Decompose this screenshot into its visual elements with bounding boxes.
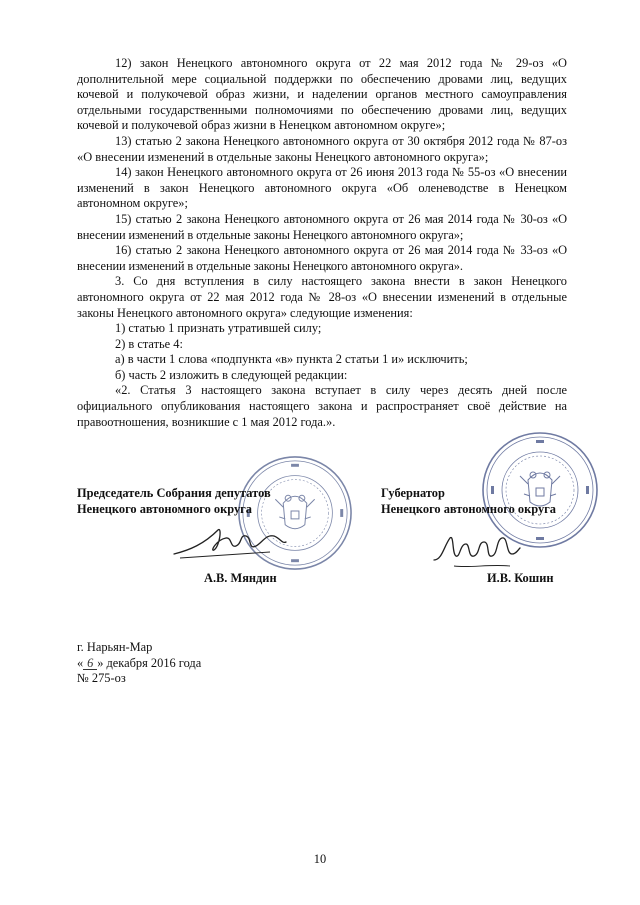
left-signatory-name: А.В. Мяндин: [204, 571, 277, 585]
left-title-line-2: Ненецкого автономного округа: [77, 501, 252, 516]
handwritten-signature-right: [430, 524, 522, 574]
right-signatory-title: [381, 486, 556, 517]
page-number: 10: [313, 852, 327, 866]
document-date: [77, 656, 201, 672]
left-title-line-1: Председатель Собрания депутатов: [77, 486, 271, 500]
list-item: 14) закон Ненецкого автономного округа от 26 июня 2013 года № 55-оз «О внесении изменений в закон Ненецкого автономного округа «Об оленеводстве в Ненецком автономном округе»;: [77, 165, 567, 211]
right-title-line-2: Ненецкого автономного округа: [381, 501, 556, 516]
date-day: 6: [83, 657, 97, 670]
left-signatory-title: [77, 486, 271, 517]
date-suffix: » декабря 2016 года: [97, 655, 202, 670]
list-item: 16) статью 2 закона Ненецкого автономного округа от 26 мая 2014 года № 33-оз «О внесении изменений в отдельные законы Ненецкого автономного округа».: [77, 243, 567, 273]
document-body: [77, 56, 567, 430]
right-title-line-1: Губернатор: [381, 486, 445, 500]
city: г. Нарьян-Мар: [77, 640, 153, 654]
date-prefix: «: [77, 655, 84, 670]
quoted-text: «2. Статья 3 настоящего закона вступает в силу через десять дней после официального опубликования настоящего закона и распространяет своё действие на правоотношения, возникшие с 1 мая 2012 года.».: [77, 383, 567, 429]
right-signatory-name: И.В. Кошин: [487, 571, 554, 585]
document-footer: [77, 640, 201, 687]
document-number: № 275-оз: [77, 671, 126, 686]
subitem-2b: б) часть 2 изложить в следующей редакции:: [115, 367, 348, 382]
subitem-2: 2) в статье 4:: [115, 336, 183, 351]
subitem-2a: а) в части 1 слова «подпункта «в» пункта 2 статьи 1 и» исключить;: [115, 352, 468, 367]
handwritten-signature-left: [170, 516, 290, 566]
list-item: 12) закон Ненецкого автономного округа от 22 мая 2012 года № 29-оз «О дополнительной мере социальной поддержки по обеспечению дровами лиц, ведущих кочевой и полукочевой образ жизни, и наделении органов местного самоуправления отдельными государственными полномочиями по обеспечению дровами лиц, ведущих кочевой и полукочевой образ жизни в Ненецком автономном округе»;: [77, 56, 567, 133]
article-3: 3. Со дня вступления в силу настоящего закона внести в закон Ненецкого автономного округа от 22 мая 2012 года № 28-оз «О внесении изменений в отдельные законы Ненецкого автономного округа» следующие изменения:: [77, 274, 567, 320]
list-item: 15) статью 2 закона Ненецкого автономного округа от 26 мая 2014 года № 30-оз «О внесении изменений в отдельные законы Ненецкого автономного округа»;: [77, 211, 567, 242]
subitem-1: 1) статью 1 признать утратившей силу;: [115, 321, 322, 336]
list-item: 13) статью 2 закона Ненецкого автономного округа от 30 октября 2012 года № 87-оз «О внесении изменений в отдельные законы Ненецкого автономного округа»;: [77, 133, 567, 164]
